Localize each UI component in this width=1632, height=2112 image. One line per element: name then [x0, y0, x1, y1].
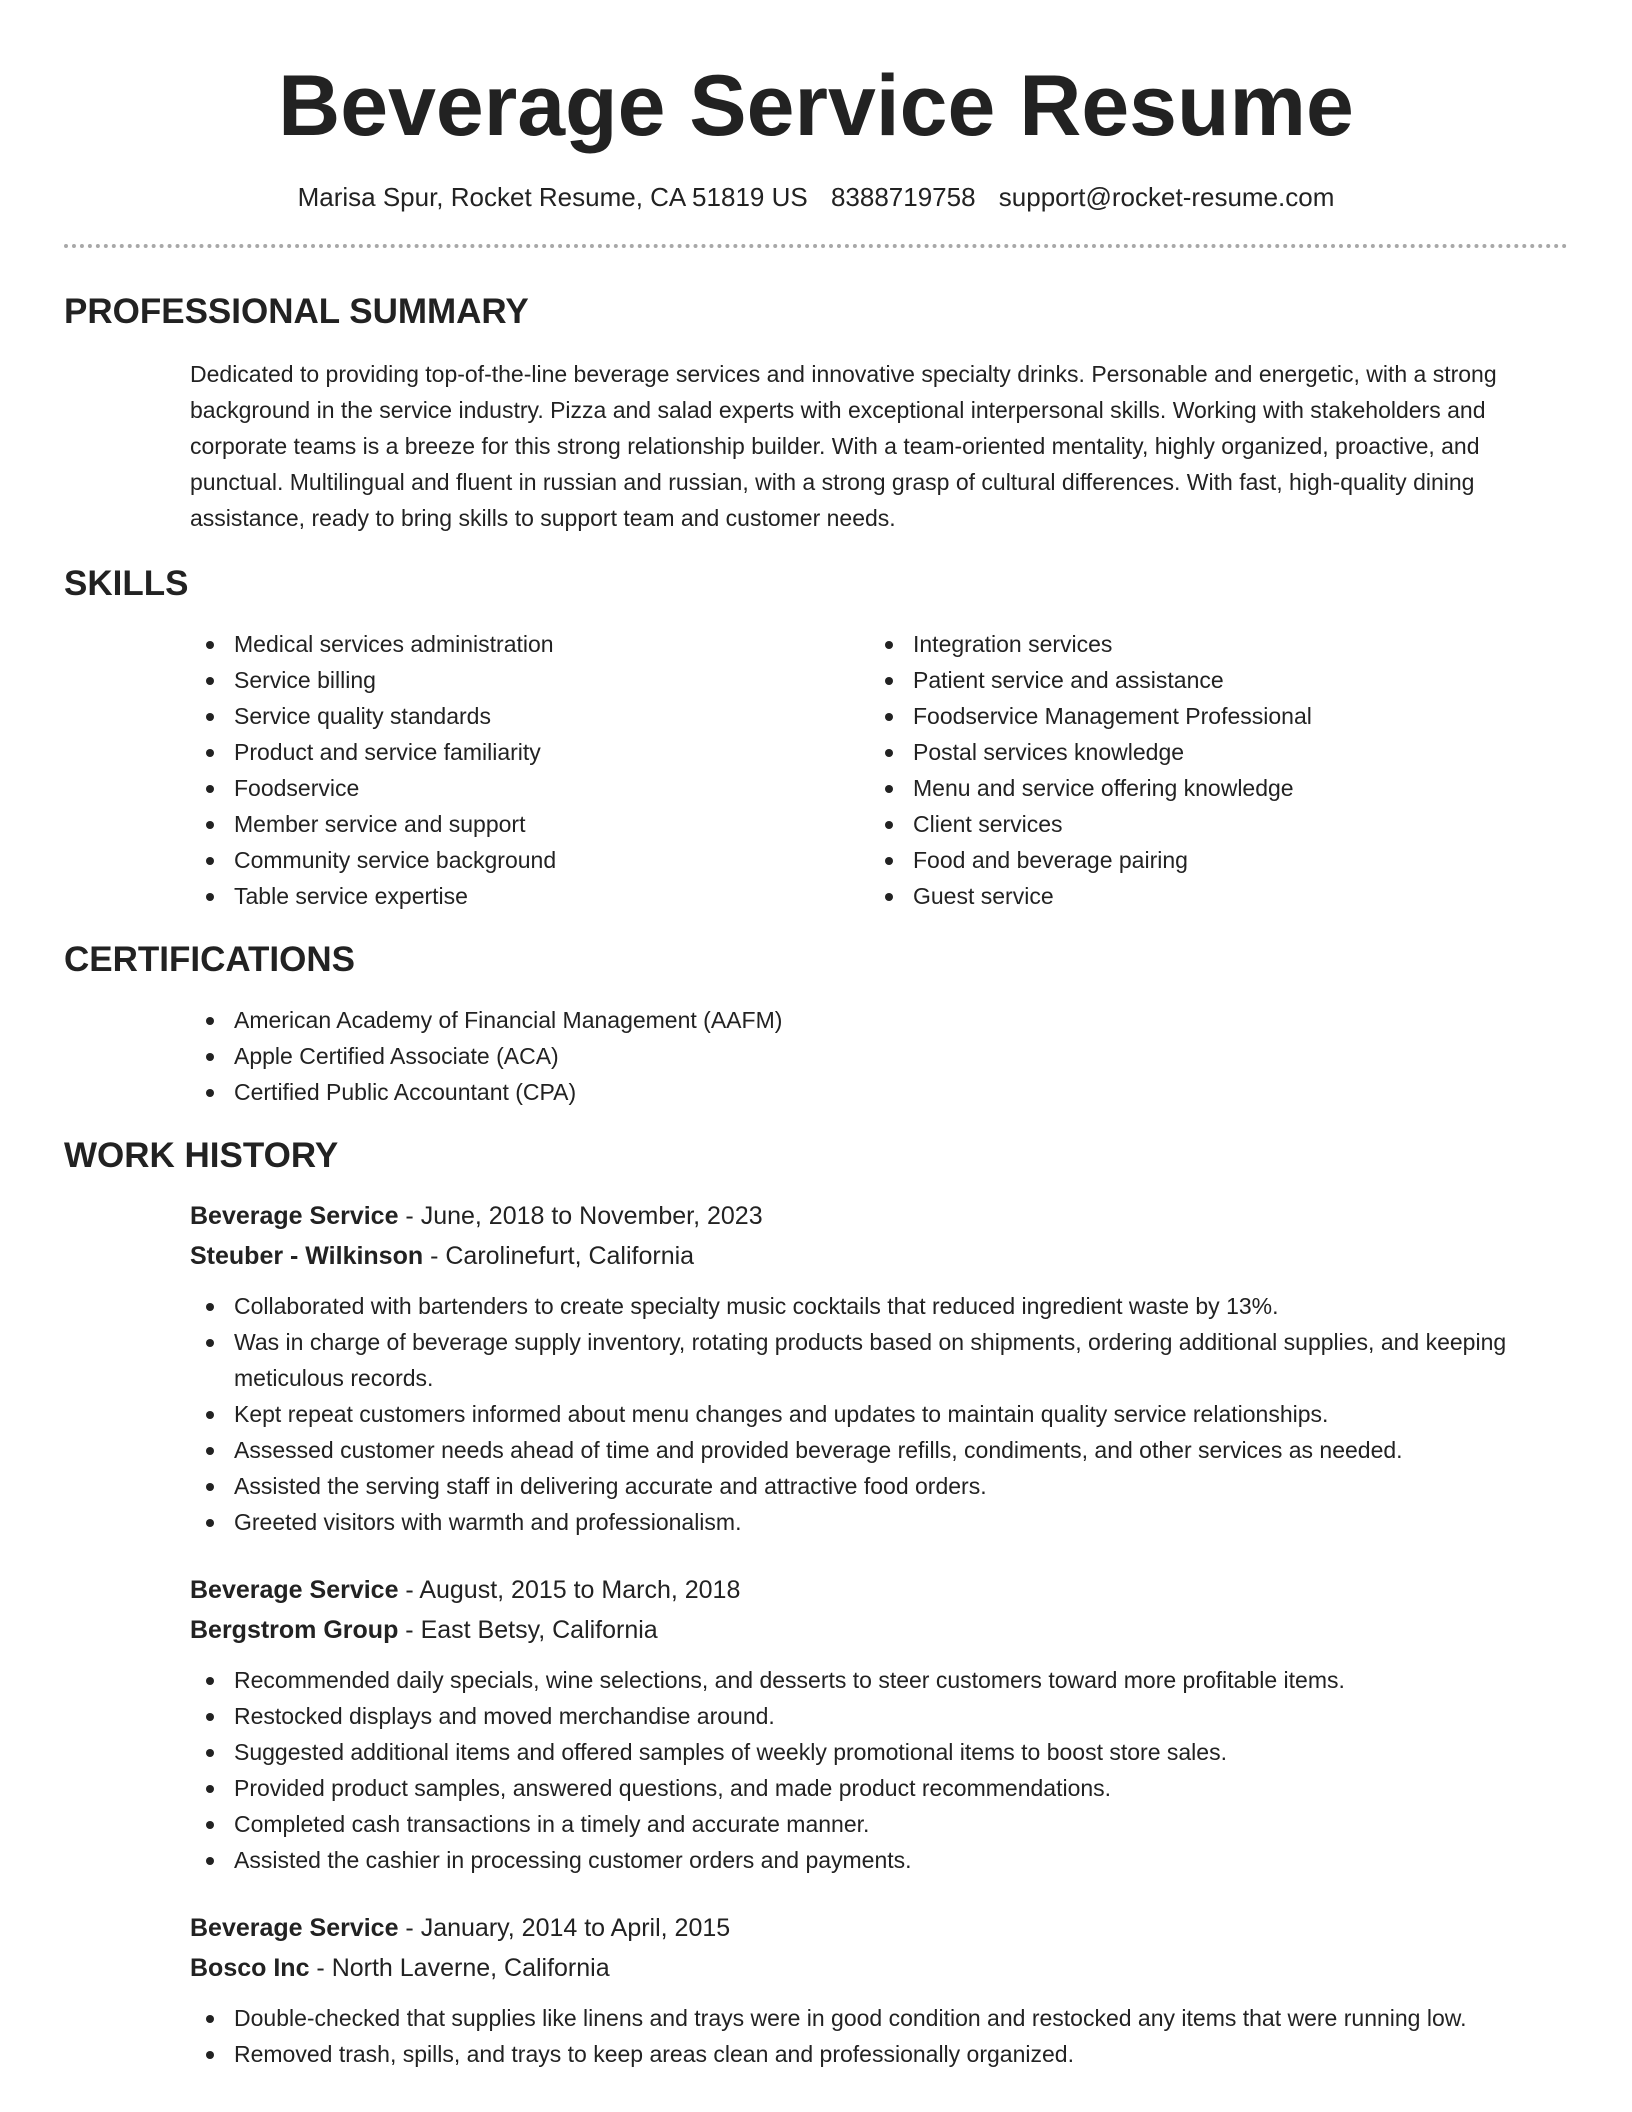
job-duty-item: Recommended daily specials, wine selections, and desserts to steer customers toward more profitable items.: [190, 1662, 1568, 1698]
skill-item: Community service background: [190, 842, 869, 878]
skill-item: Patient service and assistance: [869, 662, 1548, 698]
job-company-line: [190, 1610, 1568, 1650]
job-title-line: [190, 1196, 1568, 1236]
resume-page: [64, 0, 1568, 2072]
job-dates: - August, 2015 to March, 2018: [398, 1576, 741, 1604]
skill-item: Guest service: [869, 878, 1548, 914]
header-divider: [64, 244, 1568, 248]
contact-address: Marisa Spur, Rocket Resume, CA 51819 US: [297, 182, 808, 212]
job-company: Bergstrom Group: [190, 1616, 399, 1644]
summary-text: Dedicated to providing top-of-the-line beverage services and innovative specialty drinks. Personable and energetic, with a strong background in the service industry. Pizza and salad experts with exceptional interpersonal skills. Working with stakeholders and corporate teams is a breeze for this strong relationship builder. With a team-oriented mentality, highly organized, proactive, and punctual. Multilingual and fluent in russian and russian, with a strong grasp of cultural differences. With fast, high-quality dining assistance, ready to bring skills to support team and customer needs.: [190, 361, 1497, 531]
work-history-heading: WORK HISTORY: [64, 1136, 339, 1175]
skill-item: Medical services administration: [190, 626, 869, 662]
certifications-list: [190, 1002, 1568, 1110]
skill-item: Client services: [869, 806, 1548, 842]
job-duty-item: Provided product samples, answered questions, and made product recommendations.: [190, 1770, 1568, 1806]
skill-item: Product and service familiarity: [190, 734, 869, 770]
job-entry: [190, 1196, 1568, 1540]
job-location: - Carolinefurt, California: [423, 1242, 695, 1270]
job-duties-list: [190, 2000, 1568, 2072]
skills-list-left: [190, 626, 869, 914]
certification-item: American Academy of Financial Management (AAFM): [190, 1002, 1568, 1038]
job-company: Steuber - Wilkinson: [190, 1242, 424, 1270]
job-duty-item: Double-checked that supplies like linens and trays were in good condition and restocked any items that were running low.: [190, 2000, 1568, 2036]
skill-item: Postal services knowledge: [869, 734, 1548, 770]
summary-heading: PROFESSIONAL SUMMARY: [64, 292, 529, 331]
skills-heading: SKILLS: [64, 564, 189, 603]
job-duty-item: Assessed customer needs ahead of time and provided beverage refills, condiments, and other services as needed.: [190, 1432, 1568, 1468]
job-location: - East Betsy, California: [398, 1616, 658, 1644]
resume-title: Beverage Service Resume: [278, 58, 1354, 154]
contact-email: support@rocket-resume.com: [998, 182, 1335, 212]
job-title-line: [190, 1908, 1568, 1948]
job-location: - North Laverne, California: [309, 1954, 610, 1982]
job-title-line: [190, 1570, 1568, 1610]
skill-item: Menu and service offering knowledge: [869, 770, 1548, 806]
job-title: Beverage Service: [190, 1202, 399, 1230]
job-duty-item: Assisted the cashier in processing customer orders and payments.: [190, 1842, 1568, 1878]
job-entry: [190, 1570, 1568, 1878]
skill-item: Service quality standards: [190, 698, 869, 734]
job-duty-item: Collaborated with bartenders to create specialty music cocktails that reduced ingredient waste by 13%.: [190, 1288, 1568, 1324]
certifications-section: [190, 1002, 1568, 1110]
contact-phone: 8388719758: [830, 182, 976, 212]
job-duty-item: Kept repeat customers informed about menu changes and updates to maintain quality service relationships.: [190, 1396, 1568, 1432]
job-duties-list: [190, 1288, 1568, 1540]
skill-item: Table service expertise: [190, 878, 869, 914]
skill-item: Foodservice: [190, 770, 869, 806]
job-duty-item: Assisted the serving staff in delivering accurate and attractive food orders.: [190, 1468, 1568, 1504]
summary-section: [190, 356, 1568, 536]
job-dates: - January, 2014 to April, 2015: [398, 1914, 731, 1942]
contact-line: [64, 180, 1568, 214]
certification-item: Apple Certified Associate (ACA): [190, 1038, 1568, 1074]
job-company-line: [190, 1236, 1568, 1276]
job-entry: [190, 1908, 1568, 2072]
job-dates: - June, 2018 to November, 2023: [398, 1202, 763, 1230]
skill-item: Food and beverage pairing: [869, 842, 1548, 878]
job-company-line: [190, 1948, 1568, 1988]
job-duty-item: Removed trash, spills, and trays to keep areas clean and professionally organized.: [190, 2036, 1568, 2072]
skill-item: Integration services: [869, 626, 1548, 662]
job-duty-item: Completed cash transactions in a timely and accurate manner.: [190, 1806, 1568, 1842]
job-duty-item: Greeted visitors with warmth and professionalism.: [190, 1504, 1568, 1540]
skill-item: Service billing: [190, 662, 869, 698]
job-duty-item: Restocked displays and moved merchandise around.: [190, 1698, 1568, 1734]
skill-item: Member service and support: [190, 806, 869, 842]
job-title: Beverage Service: [190, 1914, 399, 1942]
job-company: Bosco Inc: [190, 1954, 310, 1982]
job-title: Beverage Service: [190, 1576, 399, 1604]
job-duty-item: Suggested additional items and offered samples of weekly promotional items to boost store sales.: [190, 1734, 1568, 1770]
skill-item: Foodservice Management Professional: [869, 698, 1548, 734]
job-duties-list: [190, 1662, 1568, 1878]
skills-section: [190, 626, 1568, 914]
certifications-heading: CERTIFICATIONS: [64, 940, 356, 979]
certification-item: Certified Public Accountant (CPA): [190, 1074, 1568, 1110]
job-duty-item: Was in charge of beverage supply inventory, rotating products based on shipments, ordering additional supplies, and keeping meticulous records.: [190, 1324, 1568, 1396]
skills-list-right: [869, 626, 1548, 914]
